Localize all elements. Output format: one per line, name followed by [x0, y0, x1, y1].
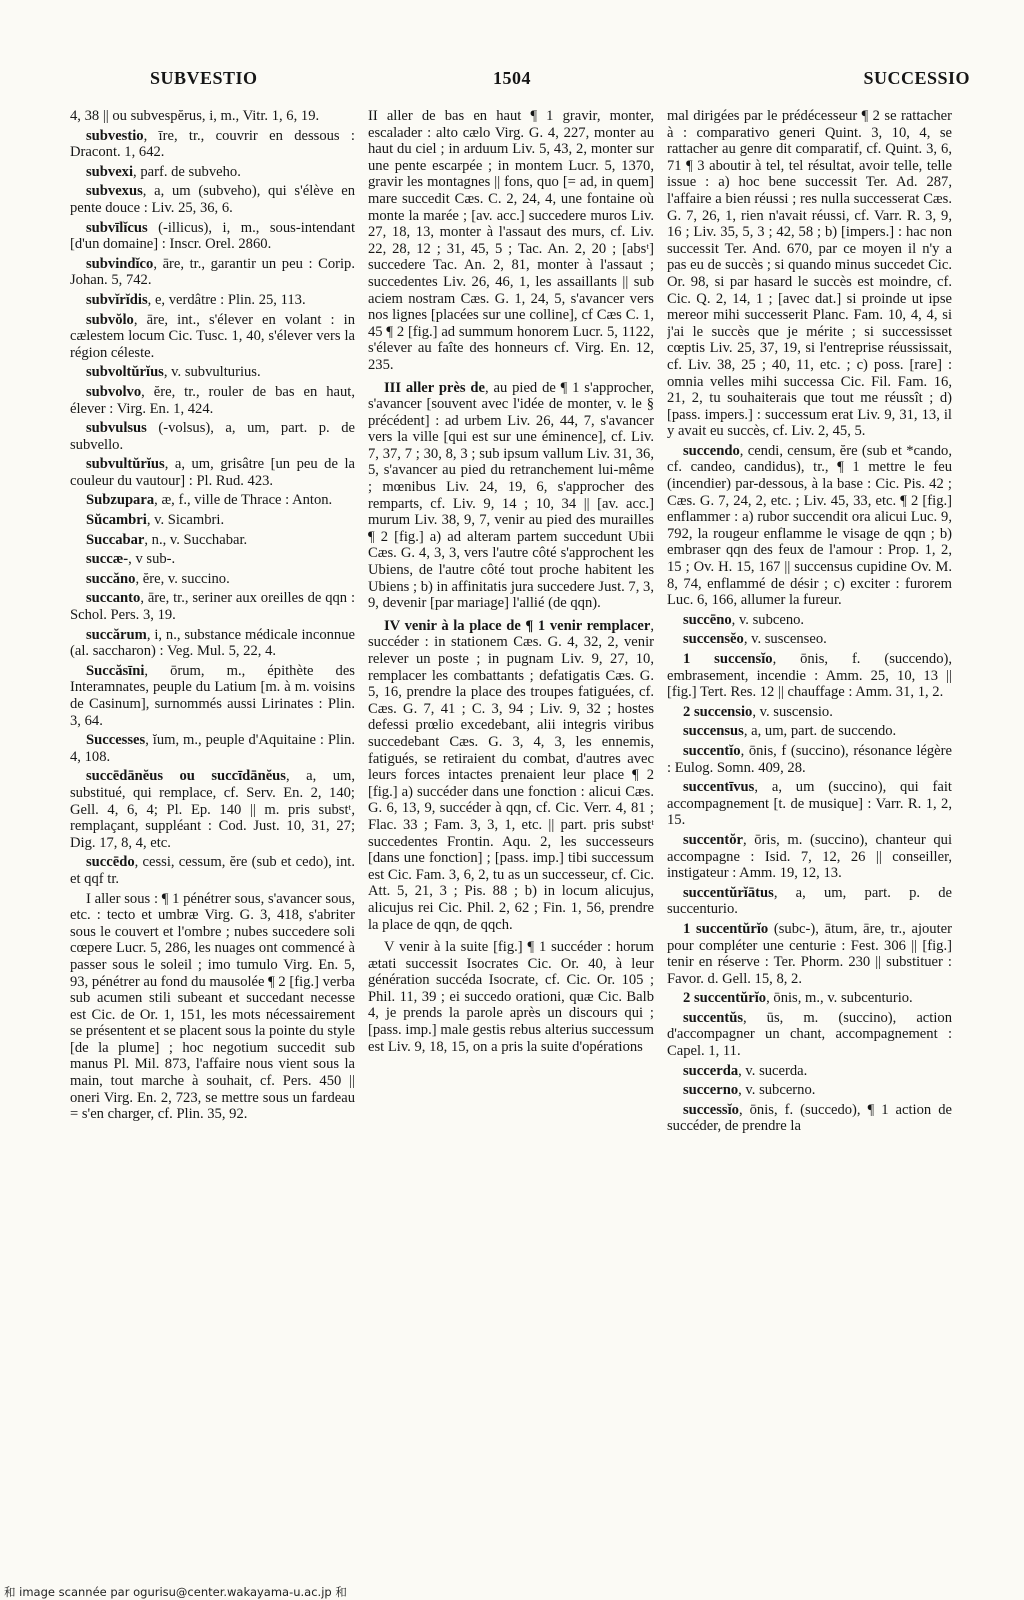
headword: succanto — [86, 590, 141, 607]
headword: subvestio — [86, 127, 144, 144]
running-head-right: SUCCESSIO — [863, 68, 970, 88]
dictionary-entry: subvĭrĭdis, e, verdâtre : Plin. 25, 113. — [86, 291, 306, 308]
running-head-left: SUBVESTIO — [150, 68, 258, 88]
headword: subvīlĭcus — [86, 219, 148, 236]
headword: succentĭo — [683, 742, 741, 759]
dictionary-entry: 1 succensĭo, ōnis, f. (succendo), embrasement, incendie : Amm. 25, 10, 13 || [fig.] Tert. Res. 12 || chauffage : Amm. 31, 1, 2. — [667, 651, 952, 701]
dictionary-entry: succæ-, v sub-. — [86, 551, 176, 568]
headword: subvĭrĭdis — [86, 291, 148, 308]
headword: succentŏr — [683, 831, 743, 848]
dictionary-entry: succerda, v. sucerda. — [683, 1062, 808, 1079]
dictionary-entry: subvestio, īre, tr., couvrir en dessous : Dracont. 1, 642. — [70, 127, 355, 161]
dictionary-entry: succentŭrĭātus, a, um, part. p. de succenturio. — [667, 884, 952, 918]
dictionary-entry: succentŭs, ūs, m. (succino), action d'accompagner un chant, accompagnement : Capel. 1, 11. — [667, 1009, 952, 1060]
column-left — [70, 108, 355, 1558]
dictionary-entry: succărum, i, n., substance médicale inconnue (al. saccharon) : Veg. Mul. 5, 22, 4. — [70, 626, 355, 660]
headword: 2 succensio — [683, 703, 753, 720]
headword: Succabar — [86, 531, 145, 548]
dictionary-entry: succentīvus, a, um (succino), qui fait accompagnement [t. de musique] : Varr. R. 1, 2, 15. — [667, 779, 952, 829]
dictionary-entry: succăno, ĕre, v. succino. — [86, 570, 230, 587]
headword: subvulsus — [86, 420, 147, 437]
dictionary-entry: succentĭo, ōnis, f (succino), résonance légère : Eulog. Somn. 409, 28. — [667, 742, 952, 776]
headword: succēno — [683, 611, 732, 628]
headword: IV venir à la place de ¶ 1 venir remplacer — [384, 617, 651, 634]
headword: 1 succentŭrĭo — [683, 920, 769, 937]
dictionary-entry: Sŭcambri, v. Sicambri. — [86, 512, 225, 529]
dictionary-entry: succensus, a, um, part. de succendo. — [683, 723, 897, 740]
headword: succēdānĕus ou succīdānĕus — [86, 768, 286, 785]
headword: subvolvo — [86, 383, 142, 400]
dictionary-entry: subvoltŭrĭus, v. subvulturius. — [86, 364, 261, 381]
headword: Sŭcambri — [86, 512, 147, 529]
headword: Succăsīni — [86, 662, 145, 679]
headword: III aller près de — [384, 379, 485, 396]
dictionary-entry: subvultŭrĭus, a, um, grisâtre [un peu de la couleur du vautour] : Pl. Rud. 423. — [70, 456, 355, 489]
headword: subvoltŭrĭus — [86, 364, 164, 381]
column-middle — [368, 108, 654, 1558]
dictionary-entry: subvexi, parf. de subveho. — [86, 163, 241, 180]
scan-credit: 和 image scannée par ogurisu@center.wakayama-u.ac.jp 和 — [4, 1585, 347, 1599]
dictionary-entry: subvīlĭcus (-illicus), i, m., sous-intendant [d'un domaine] : Inscr. Orel. 2860. — [70, 219, 355, 253]
headword: succăno — [86, 570, 136, 587]
headword: Subzupara — [86, 492, 155, 509]
dictionary-entry: II aller de bas en haut ¶ 1 gravir, monter, escalader : alto cælo Virg. G. 4, 227, monter au haut du ciel ; in arduum Liv. 5, 43, 2, monter sur une pente escarpée ; in montem Lucr. 5, 1370, gravir les montagnes || fons, quo [= ad, in quem] mare succedit Cæs. C. 2, 24, 4, une fontaine où monte la marée ; [av. acc.] succedere muros Liv. 27, 18, 13, monter à l'assaut des murs, cf. Liv. 22, 28, 12 ; 31, 45, 5 ; Tac. An. 2, 20 ; [absᵗ] succedere Tac. An. 2, 81, monter à l'assaut ; succedentes Liv. 26, 46, 1, les assaillants || sub aciem nostram Cæs. G. 1, 24, 5, s'avancer vers nos lignes [placées sur une colline], cf Cæs C. 1, 45 ¶ 2 [fig.] ad summum honorem Lucr. 5, 1122, s'élever au faîte des honneurs cf. Virg. En. 12, 235. — [368, 108, 654, 373]
headword: succensĕo — [683, 631, 744, 648]
dictionary-entry: 2 succensio, v. suscensio. — [683, 703, 833, 720]
dictionary-entry: succanto, āre, tr., seriner aux oreilles de qqn : Schol. Pers. 3, 19. — [70, 590, 355, 624]
dictionary-entry: 2 succentŭrĭo, ōnis, m., v. subcenturio. — [683, 990, 913, 1007]
dictionary-entry: Succăsīni, ōrum, m., épithète des Interamnates, peuple du Latium [m. à m. voisins de Casinum], surnommés aussi Lirinates : Plin. 3, 64. — [70, 662, 355, 729]
page-header — [0, 68, 1024, 98]
dictionary-entry: subvulsus (-volsus), a, um, part. p. de subvello. — [70, 420, 355, 453]
dictionary-entry: Subzupara, æ, f., ville de Thrace : Anton. — [86, 492, 333, 509]
headword: subvexi — [86, 163, 134, 180]
headword: succărum — [86, 626, 147, 643]
headword: succerda — [683, 1062, 739, 1079]
dictionary-entry: mal dirigées par le prédécesseur ¶ 2 se rattacher à : comparativo generi Quint. 3, 10, 4, se rattacher au genre dit comparatif, cf. Quint. 3, 6, 71 ¶ 3 aboutir à tel, tel résultat, avoir telle, telle issue : a) hoc bene successit Ter. Ad. 287, l'affaire a bien réussi ; res nulla successerat Cæs. G. 7, 26, 1, rien n'avait réussi, cf. Varr. R. 3, 9, 16 ; Liv. 35, 5, 3 ; 42, 58 ; b) [impers.] : hac non successit Ter. And. 670, par ce moyen il n'y a pas eu de succès ; si quando minus succedet Cic. Or. 98, si par hasard le succès est moindre, cf. Cic. Q. 2, 14, 1 ; [avec dat.] si proinde ut ipse mereor mihi successerit Planc. Fam. 10, 4, 4, si j'ai le succès que je mérite ; si successisset cœptis Liv. 25, 37, 19, si l'entreprise réussissait, cf. Liv. 38, 25 ; 40, 11, etc. ; c) poss. [rare] : omnia velles mihi successa Cic. Fil. Fam. 16, 21, 2, tu souhaiterais que tout me réussît ; d) [pass. impers.] : successum erat Liv. 9, 31, 13, il y avait eu succès, cf. Liv. 2, 45, 5. — [667, 108, 952, 440]
headword: succentŭrĭātus — [683, 884, 774, 901]
dictionary-entry: succēdo, cessi, cessum, ĕre (sub et cedo), int. et qqf tr. — [70, 854, 355, 887]
headword: succendo — [683, 442, 740, 459]
dictionary-entry: succensĕo, v. suscenseo. — [683, 631, 827, 648]
headword: subvultŭrĭus — [86, 456, 165, 473]
dictionary-entry: Succabar, n., v. Succhabar. — [86, 531, 248, 548]
dictionary-entry: subvolvo, ĕre, tr., rouler de bas en haut, élever : Virg. En. 1, 424. — [70, 383, 355, 417]
page-number: 1504 — [493, 68, 531, 88]
dictionary-entry: subvexus, a, um (subveho), qui s'élève en pente douce : Liv. 25, 36, 6. — [70, 183, 355, 216]
headword: succerno — [683, 1082, 739, 1099]
dictionary-entry: succendo, cendi, censum, ĕre (sub et *cando, cf. candeo, candidus), tr., ¶ 1 mettre le feu (incendier) par-dessous, à la base : Cic. Pis. 42 ; Cæs. G. 7, 24, 2, etc. ; Liv. 45, 33, etc. ¶ 2 [fig.] enflammer : a) rubor succendit ora alicui Luc. 9, 792, la rougeur enflamme le visage de qqn ; b) embraser qqn des feux de l'amour : Prop. 1, 2, 15 ; Ov. H. 15, 167 || succensus cupidine Ov. M. 8, 74, enflammé de désir ; c) exciter : furorem Luc. 6, 166, allumer la fureur. — [667, 442, 952, 609]
dictionary-entry: subvŏlo, āre, int., s'élever en volant : in cælestem locum Cic. Tusc. 1, 40, s'élever vers la région céleste. — [70, 311, 355, 361]
dictionary-entry: I aller sous : ¶ 1 pénétrer sous, s'avancer sous, etc. : tecto et umbræ Virg. G. 3, 418, s'abriter sous le couvert et l'ombre ; nubes succedere soli cœpere Lucr. 5, 286, les nuages ont commencé à passer sous le soleil ; imo tumulo Virg. En. 5, 93, pénétrer au fond du mausolée ¶ 2 [fig.] verba sub acumen stili subeant et succedant necesse est Cic. de Or. 1, 151, les mots nécessairement se présentent et se placent sous la pointe du style [de la plume] ; hoc negotium succedit sub manus Pl. Mil. 873, l'affaire nous vient sous la main, tout marche à souhait, cf. Pers. 450 || oneri Virg. En. 2, 723, se mettre sous un fardeau = s'en charger, cf. Plin. 35, 92. — [70, 890, 355, 1123]
dictionary-entry: succēdānĕus ou succīdānĕus, a, um, substitué, qui remplace, cf. Serv. En. 2, 140; Gell. 4, 6, 4; Pl. Ep. 140 || m. pris substᵗ, remplaçant, suppléant : Cod. Just. 10, 31, 27; Dig. 17, 8, 4, etc. — [70, 768, 355, 851]
headword: successĭo — [683, 1101, 739, 1118]
headword: subvŏlo — [86, 311, 134, 328]
dictionary-entry: IV venir à la place de ¶ 1 venir remplacer, succéder : in stationem Cæs. G. 4, 32, 2, venir relever un poste ; in pugnam Liv. 9, 27, 10, remplacer les combattants ; defatigatis Cæs. G. 5, 16, prendre la place des troupes fatiguées, cf. Cæs. G. 7, 41 ; C. 3, 94 ; Liv. 9, 32 ; hostes defessi prœlio excedebant, alii integris viribus succedebant Cæs. G. 3, 4, 3, les ennemis, fatigués, se retiraient du combat, d'autres avec leurs forces intactes prenaient leur place ¶ 2 [fig.] a) succéder dans une fonction : alicui Cæs. G. 6, 13, 9, succéder à qqn, cf. Cic. Verr. 4, 81 ; Flac. 33 ; Fam. 3, 3, 1, etc. || part. pris substᵗ succedentes Frontin. Aqu. 2, les successeurs [dans une fonction] ; [pass. imp.] tibi successum est Cic. Fam. 3, 6, 2, tu as un successeur, cf. Cic. Att. 5, 21, 3 ; Pis. 88 ; b) in locum alicujus, alicujus rei Cic. Phil. 2, 62 ; Fin. 1, 56, prendre la place de qqn, de qqch. — [368, 617, 654, 933]
dictionary-entry: 1 succentŭrĭo (subc-), ātum, āre, tr., ajouter pour compléter une centurie : Fest. 306 || [fig.] tenir en réserve : Ter. Phorm. 230 || substituer : Favor. d. Gell. 15, 8, 2. — [667, 920, 952, 987]
headword: succæ- — [86, 551, 129, 568]
headword: subvindĭco — [86, 255, 154, 272]
dictionary-entry: succēno, v. subceno. — [683, 611, 805, 628]
dictionary-entry: successĭo, ōnis, f. (succedo), ¶ 1 action de succéder, de prendre la — [667, 1101, 952, 1135]
dictionary-entry: succentŏr, ōris, m. (succino), chanteur qui accompagne : Isid. 7, 12, 26 || conseiller, instigateur : Amm. 19, 12, 13. — [667, 831, 952, 882]
dictionary-entry: succerno, v. subcerno. — [683, 1082, 816, 1099]
headword: succēdo — [86, 854, 135, 871]
dictionary-entry: V venir à la suite [fig.] ¶ 1 succéder : horum ætati successit Isocrates Cic. Or. 40, à leur génération succéda Isocrate, cf. Cic. Or. 105 ; Phil. 11, 39 ; ei succedo orationi, quæ Cic. Balb 4, je prends la parole après un discours qui ; [pass. imp.] male gestis rebus alterius successum est Liv. 9, 18, 15, on a pris la suite d'opérations — [368, 939, 654, 1055]
headword: Successes — [86, 732, 146, 749]
dictionary-entry: III aller près de, au pied de ¶ 1 s'approcher, s'avancer [souvent avec l'idée de monter, v. le § précédent] : ad urbem Liv. 26, 44, 7, s'avancer vers la ville [qui est sur une éminence], cf. Liv. 7, 37, 7 ; 30, 8, 3 ; sub ipsum vallum Liv. 31, 36, 5, s'avancer au pied du retranchement lui-même ; mœnibus Liv. 24, 19, 6, s'approcher des remparts, cf. Liv. 9, 14 ; 10, 34 || [av. acc.] murum Liv. 38, 9, 7, venir au pied des murailles ¶ 2 [fig.] a) ad alteram partem succedunt Ubii Cæs. G. 4, 3, 3, vers l'autre côté s'approchent les Ubiens, de l'autre côté tout proche habitent les Ubiens ; b) in affinitatis jura succedere Just. 7, 3, 9, devenir [par mariage] l'allié (de qqn). — [368, 379, 654, 612]
headword: 1 succensĭo — [683, 651, 773, 667]
headword: succentīvus — [683, 779, 755, 796]
dictionary-entry: Successes, ĭum, m., peuple d'Aquitaine : Plin. 4, 108. — [70, 732, 355, 765]
headword: succensus — [683, 723, 744, 740]
headword: succentŭs — [683, 1009, 743, 1026]
headword: 2 succentŭrĭo — [683, 990, 767, 1007]
column-right — [667, 108, 952, 1558]
dictionary-entry: 4, 38 || ou subvespĕrus, i, m., Vitr. 1, 6, 19. — [70, 108, 320, 124]
dictionary-entry: subvindĭco, āre, tr., garantir un peu : Corip. Johan. 5, 742. — [70, 255, 355, 289]
headword: subvexus — [86, 183, 143, 200]
